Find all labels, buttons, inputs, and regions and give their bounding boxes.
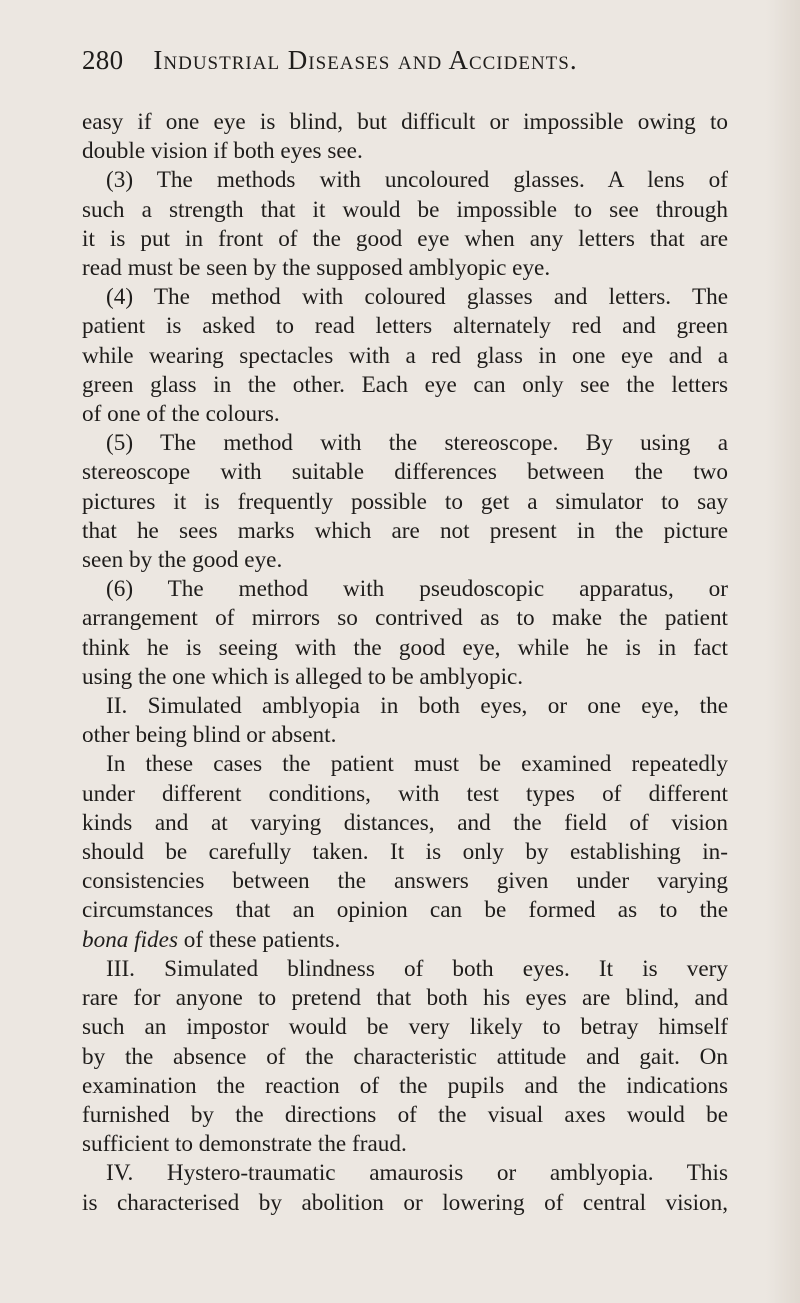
text-line: that he sees marks which are not present in the picture — [82, 517, 728, 544]
text-line: should be carefully taken. It is only by establishing in- — [82, 839, 728, 866]
text-line: arrangement of mirrors so contrived as to make the patient — [82, 605, 728, 632]
text-line: examination the reaction of the pupils and the indications — [82, 1072, 728, 1099]
text-line: (4) The method with coloured glasses and letters. The — [106, 284, 728, 311]
text-line: circumstances that an opinion can be formed as to the — [82, 897, 728, 924]
body-text — [82, 108, 728, 1218]
text-line: read must be seen by the supposed amblyopic eye. — [82, 255, 551, 282]
text-line: double vision if both eyes see. — [82, 138, 363, 165]
text-line: furnished by the directions of the visual axes would be — [82, 1101, 728, 1128]
text-line: it is put in front of the good eye when any letters that are — [82, 225, 728, 252]
running-title: Industrial Diseases and Accidents. — [153, 45, 578, 75]
text-line — [82, 926, 728, 955]
text-line: rare for anyone to pretend that both his eyes are blind, and — [82, 985, 728, 1012]
text-line: think he is seeing with the good eye, while he is in fact — [82, 634, 728, 661]
text-line: under different conditions, with test types of different — [82, 780, 728, 807]
text-line: using the one which is alleged to be amblyopic. — [82, 663, 524, 690]
text-line: other being blind or absent. — [82, 722, 337, 749]
text-line: while wearing spectacles with a red glass in one eye and a — [82, 342, 728, 369]
text-line: III. Simulated blindness of both eyes. It is very — [106, 955, 728, 982]
text-line: green glass in the other. Each eye can only see the letters — [82, 371, 728, 398]
text-line: is characterised by abolition or lowering of central vision, — [82, 1189, 728, 1216]
text-line: sufficient to demonstrate the fraud. — [82, 1131, 407, 1158]
text-line: easy if one eye is blind, but difficult or impossible owing to — [82, 109, 728, 135]
text-line: pictures it is frequently possible to get a simulator to say — [82, 488, 728, 515]
text-line: consistencies between the answers given under varying — [82, 868, 728, 895]
page-edge-shadow — [766, 0, 800, 1303]
text-line: such a strength that it would be impossible to see through — [82, 196, 728, 223]
text-line: kinds and at varying distances, and the field of vision — [82, 809, 728, 836]
text-line: seen by the good eye. — [82, 547, 283, 574]
italic-phrase: bona fides — [82, 926, 178, 953]
text-line: patient is asked to read letters alternately red and green — [82, 313, 728, 340]
text-line: by the absence of the characteristic attitude and gait. On — [82, 1043, 728, 1070]
text-line: (3) The methods with uncoloured glasses. A lens of — [106, 167, 728, 194]
page-number: 280 — [82, 45, 124, 75]
text-fragment: of these patients. — [177, 926, 341, 953]
page-header — [82, 45, 722, 76]
text-line: such an impostor would be very likely to betray himself — [82, 1014, 728, 1041]
text-line: of one of the colours. — [82, 401, 280, 428]
text-line: (5) The method with the stereoscope. By using a — [106, 430, 728, 457]
text-line: (6) The method with pseudoscopic apparatus, or — [106, 576, 728, 603]
text-line: II. Simulated amblyopia in both eyes, or one eye, the — [106, 693, 728, 720]
text-line: stereoscope with suitable differences between the two — [82, 459, 728, 486]
text-line: IV. Hystero-traumatic amaurosis or amblyopia. This — [106, 1160, 728, 1187]
text-line: In these cases the patient must be examined repeatedly — [106, 751, 728, 778]
